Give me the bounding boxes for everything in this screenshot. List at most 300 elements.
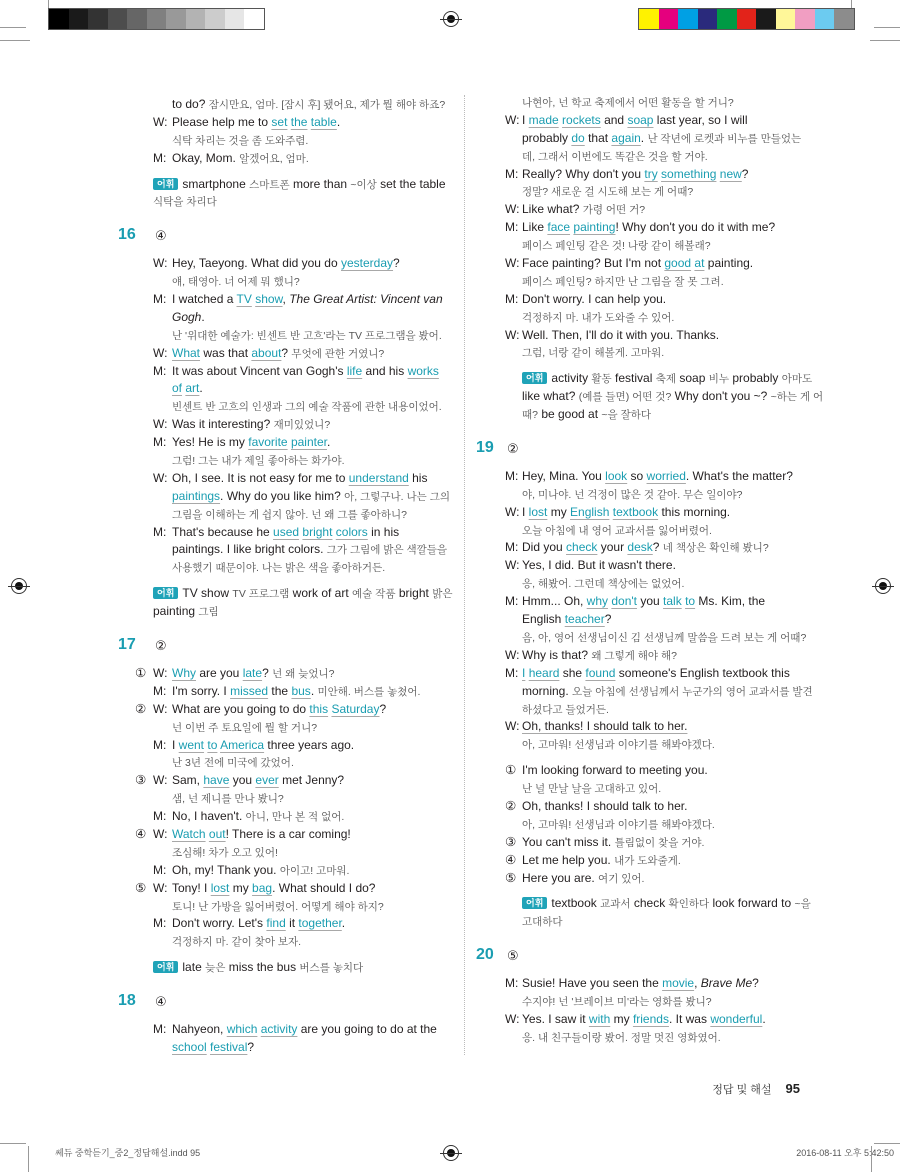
line-text <box>172 701 386 719</box>
speaker-label: W: <box>505 256 520 271</box>
text: Well. Then, I'll do it with you. Thanks. <box>522 327 720 342</box>
korean-text: 활동 <box>591 373 612 386</box>
answer-blank-word: painting <box>573 220 616 235</box>
answer-blank-word: with <box>588 1011 611 1026</box>
korean-text: 잠시만요, 엄마. [잠시 후] 됐어요, 제가 뭘 해야 하죠? <box>208 99 446 111</box>
text: . <box>762 1011 766 1026</box>
text: 응, 해봤어. 그런데 책상에는 없었어. <box>522 578 685 591</box>
text: You can't miss it. <box>522 834 615 849</box>
line-text <box>522 913 563 932</box>
line-text <box>172 915 345 933</box>
line-text <box>522 112 748 130</box>
vocab-block <box>153 176 453 212</box>
text: to do? <box>172 97 209 111</box>
text: It was about Vincent van Gogh's <box>172 363 347 378</box>
line-text <box>172 880 375 898</box>
translation-line <box>153 790 453 808</box>
text: Sam, <box>172 773 204 788</box>
option-line <box>505 870 805 888</box>
text: late <box>182 960 206 975</box>
text: 데, 그래서 이번에도 똑같은 것을 할 거야. <box>522 150 708 163</box>
korean-text: ~을 <box>794 898 811 911</box>
answer-blank-word: understand <box>348 470 409 485</box>
color-swatch <box>776 9 796 29</box>
translation-line <box>505 94 805 112</box>
speaker-label: W: <box>505 112 520 127</box>
answer-blank-word: colors <box>335 524 368 539</box>
text: English <box>522 612 565 627</box>
line-text <box>172 665 334 684</box>
vocab-block <box>505 895 811 931</box>
dialogue-line <box>153 309 453 327</box>
answer-blank-word: lost <box>528 504 548 519</box>
text: last year, so I will <box>653 112 748 127</box>
heading-line <box>118 226 453 245</box>
dialogue-line <box>153 176 453 194</box>
answer-blank-word: don't <box>611 594 638 609</box>
translation-line <box>505 522 805 540</box>
text: TV show <box>182 586 233 601</box>
answer-blank-word: talk <box>663 594 682 609</box>
line-text <box>522 255 753 273</box>
speaker-label: M: <box>505 976 519 991</box>
line-text <box>522 201 645 220</box>
dialogue-line <box>505 112 805 130</box>
line-text <box>522 344 664 363</box>
answer-choice: ④ <box>155 994 167 1010</box>
text: work of art <box>289 586 353 601</box>
translation-line <box>505 273 805 291</box>
answer-blank-word: this <box>309 701 329 716</box>
korean-text: (예를 들면) 어떤 것? <box>578 391 672 404</box>
dialogue-line <box>505 327 805 345</box>
line-text <box>522 148 708 167</box>
choice-number: ④ <box>135 826 147 841</box>
line-text <box>522 762 708 780</box>
line-text <box>522 736 715 755</box>
dialogue-line <box>505 683 813 701</box>
answer-blank-word: together <box>298 916 342 931</box>
line-text <box>172 933 301 952</box>
text: Ms. Kim, the <box>695 594 766 609</box>
dialogue-line <box>153 416 453 434</box>
translation-line <box>505 1029 805 1047</box>
question-heading <box>118 636 453 655</box>
text: morning. <box>522 683 573 698</box>
page-footer <box>712 1081 800 1097</box>
text: I <box>522 112 529 127</box>
speaker-label: M: <box>153 363 167 378</box>
text: 얘, 태영아. 너 어제 뭐 했니? <box>172 276 300 289</box>
dialogue-line <box>505 406 805 424</box>
text: someone's English textbook this <box>615 665 790 680</box>
choice-number: ⑤ <box>135 880 147 895</box>
vocab-badge: 어휘 <box>153 587 178 599</box>
dialogue-line <box>505 593 805 611</box>
translation-line <box>505 237 805 255</box>
answer-blank-word: table <box>310 114 337 129</box>
answer-blank-word: late <box>242 665 263 680</box>
speaker-label: M: <box>153 435 167 450</box>
line-text <box>522 816 715 835</box>
option-line <box>505 852 805 870</box>
choice-number: ③ <box>135 773 147 788</box>
dialogue-line <box>153 541 453 559</box>
grayscale-color-bar <box>48 8 265 30</box>
line-text <box>522 665 790 683</box>
line-text <box>522 557 676 575</box>
korean-text: 여기 있어. <box>598 872 645 885</box>
text: Did you <box>522 540 567 555</box>
line-text <box>172 327 442 346</box>
speaker-label: W: <box>153 665 168 680</box>
line-text <box>522 852 681 871</box>
text: Really? Why don't you <box>522 166 645 181</box>
color-swatch <box>166 9 186 29</box>
translation-line <box>505 183 805 201</box>
text: . <box>201 309 205 324</box>
korean-text: 예술 작품 <box>352 588 396 601</box>
line-text <box>172 273 300 292</box>
text: was that <box>200 345 252 360</box>
vocab-block <box>153 959 453 977</box>
text: Hmm... Oh, <box>522 594 587 609</box>
text: 난 '위대한 예술가: 빈센트 반 고흐'라는 TV 프로그램을 봤어. <box>172 329 442 342</box>
text: paintings. I like bright colors. <box>172 542 327 557</box>
text: 토니! 난 가방을 잃어버렸어. 어떻게 해야 하지? <box>172 900 384 913</box>
answer-choice: ② <box>507 441 519 457</box>
answer-blank-word: ever <box>255 773 279 788</box>
dialogue-line <box>135 665 453 683</box>
dialogue-block <box>153 1021 453 1057</box>
dialogue-line <box>135 772 453 790</box>
line-text <box>172 772 344 790</box>
speaker-label: M: <box>153 916 167 931</box>
translation-line <box>153 327 453 345</box>
line-text <box>522 718 687 736</box>
answer-blank-word: Watch <box>172 826 206 841</box>
text: . <box>199 381 203 396</box>
line-text <box>172 114 340 132</box>
text: Don't worry. Let's <box>172 916 267 931</box>
line-text <box>172 132 308 151</box>
text: it <box>285 916 299 931</box>
question-heading <box>118 226 453 245</box>
answer-blank-word: friends <box>632 1011 669 1026</box>
dialogue-line <box>153 255 453 273</box>
line-text <box>522 870 644 889</box>
text: 식탁 차리는 것을 좀 도와주렴. <box>172 134 309 147</box>
text: 정말? 새로운 걸 시도해 보는 게 어때? <box>522 186 694 199</box>
korean-text: ~하는 게 어 <box>770 391 824 404</box>
line-text <box>172 470 427 488</box>
text: and his <box>362 363 408 378</box>
line-text <box>172 683 420 702</box>
line-text <box>172 488 450 507</box>
text: Why is that? <box>522 647 592 662</box>
korean-text: 내가 도와줄게. <box>614 854 681 867</box>
text: 아, 고마워! 선생님과 이야기를 해봐야겠다. <box>522 739 715 752</box>
answer-blank-word: find <box>266 916 286 931</box>
text: Okay, Mom. <box>172 150 240 165</box>
color-swatch <box>49 9 69 29</box>
speaker-label: M: <box>153 737 167 752</box>
translation-line <box>153 273 453 291</box>
answer-blank-word: to <box>685 594 696 609</box>
text: Oh, thanks! I should talk to her. <box>522 719 688 734</box>
color-swatch <box>756 9 776 29</box>
speaker-label: M: <box>505 540 519 555</box>
text: Here you are. <box>522 870 599 885</box>
text: Face painting? But I'm not <box>522 256 665 271</box>
answer-blank-word: went <box>178 737 205 752</box>
vocab-badge: 어휘 <box>153 178 178 190</box>
dialogue-line <box>505 201 805 219</box>
color-swatch <box>186 9 206 29</box>
answer-blank-word: set <box>271 114 288 129</box>
text: , <box>282 292 290 307</box>
line-text <box>522 895 811 914</box>
line-text <box>522 166 748 184</box>
options-block <box>505 762 805 887</box>
line-text <box>522 798 687 816</box>
text: 응. 내 친구들이랑 봤어. 정말 멋진 영화였어. <box>522 1031 721 1044</box>
translation-line <box>153 506 453 524</box>
dialogue-line <box>505 718 805 736</box>
line-text <box>172 96 445 115</box>
dialogue-line <box>505 647 805 665</box>
question-number: 18 <box>118 992 136 1010</box>
speaker-label: W: <box>153 773 168 788</box>
text: and <box>600 112 628 127</box>
dialogue-block <box>505 468 813 754</box>
color-swatch <box>127 9 147 29</box>
text: my <box>547 504 571 519</box>
korean-text: 아, 그렇구나. 나는 그의 <box>344 490 450 503</box>
text: ? <box>741 166 749 181</box>
text: 난 3년 전에 미국에 갔었어. <box>172 757 294 770</box>
speaker-label: M: <box>505 468 519 483</box>
text: set the table <box>376 176 446 191</box>
answer-blank-word: Saturday <box>331 701 380 716</box>
text: you <box>229 773 256 788</box>
text: Let me help you. <box>522 852 615 867</box>
text: Nahyeon, <box>172 1021 227 1036</box>
text: ! There is a car coming! <box>225 826 351 841</box>
color-swatch <box>717 9 737 29</box>
text: Hey, Mina. You <box>522 468 606 483</box>
translation-line <box>505 736 805 754</box>
translation-line <box>505 148 805 166</box>
text: 그림을 이해하는 게 쉽지 않아. 넌 왜 그를 좋아하니? <box>172 508 407 521</box>
answer-blank-word: paintings <box>172 488 221 503</box>
registration-mark-icon <box>11 578 27 594</box>
registration-mark-icon <box>443 11 459 27</box>
line-text <box>153 959 363 978</box>
color-swatch <box>108 9 128 29</box>
dialogue-line <box>153 959 453 977</box>
translation-line <box>505 309 805 327</box>
crop-mark <box>0 27 26 28</box>
answer-blank-word: show <box>255 292 283 307</box>
dialogue-line <box>153 96 453 114</box>
korean-text: TV 프로그램 <box>232 588 290 601</box>
dialogue-line <box>153 380 453 398</box>
dialogue-line <box>153 585 453 603</box>
column-divider <box>464 95 465 1055</box>
text: you <box>637 594 664 609</box>
line-text <box>522 683 813 702</box>
korean-text: 무엇에 관한 거였니? <box>291 347 385 360</box>
choice-number: ② <box>505 798 517 813</box>
speaker-label: M: <box>153 524 167 539</box>
text: ? <box>752 976 759 991</box>
korean-text: 틀림없이 찾을 거야. <box>614 836 705 849</box>
translation-line <box>505 701 805 719</box>
korean-text: 확인하다 <box>668 898 710 911</box>
text: my <box>229 880 253 895</box>
question-number: 19 <box>476 439 494 457</box>
dialogue-line <box>505 504 805 522</box>
line-text <box>172 844 278 863</box>
korean-text: 알겠어요, 엄마. <box>239 152 309 165</box>
answer-blank-word: What <box>172 345 201 360</box>
line-text <box>522 309 674 328</box>
answer-blank-word: the <box>290 114 308 129</box>
dialogue-line <box>153 470 453 488</box>
text: Gogh <box>172 309 202 324</box>
question-number: 17 <box>118 636 136 654</box>
line-text <box>522 388 823 407</box>
choice-number: ② <box>135 701 147 716</box>
line-text <box>522 780 661 799</box>
text: Brave Me <box>700 976 753 991</box>
line-text <box>522 1029 721 1048</box>
speaker-label: W: <box>153 256 168 271</box>
dialogue-line <box>505 130 805 148</box>
line-text <box>172 345 384 364</box>
speaker-label: M: <box>505 220 519 235</box>
korean-text: ~이상 <box>350 178 377 191</box>
dialogue-line <box>153 603 453 621</box>
text: Yes. I saw it <box>522 1011 589 1026</box>
line-text <box>172 363 439 381</box>
line-text <box>522 406 651 425</box>
text: 조심해! 차가 오고 있어! <box>172 846 278 859</box>
answer-blank-word: new <box>719 166 742 181</box>
text: 페이스 페인팅 같은 것! 나랑 같이 해볼래? <box>522 240 711 253</box>
speaker-label: W: <box>153 417 168 432</box>
text: I'm looking forward to meeting you. <box>522 763 708 778</box>
dialogue-line <box>153 291 453 309</box>
text: 페이스 페인팅? 하지만 난 그림을 잘 못 그려. <box>522 275 724 288</box>
line-text <box>172 434 330 452</box>
color-swatch <box>737 9 757 29</box>
right-column <box>476 94 824 1047</box>
line-text <box>522 94 734 113</box>
answer-blank-word: bus <box>291 683 311 698</box>
answer-choice: ② <box>155 638 167 654</box>
answer-blank-word: again <box>611 130 641 145</box>
answer-blank-word: art <box>185 381 200 396</box>
heading-line <box>476 946 805 965</box>
answer-blank-word: why <box>586 594 609 609</box>
text: . <box>640 130 648 145</box>
dialogue-block <box>153 96 453 168</box>
text: 수지야! 넌 '브레이브 미'라는 영화를 봤니? <box>522 995 712 1008</box>
answer-blank-word: found <box>585 665 616 680</box>
speaker-label: M: <box>153 809 167 824</box>
heading-line <box>118 636 453 655</box>
line-text <box>522 370 812 389</box>
answer-blank-word: textbook <box>612 504 659 519</box>
text: Why don't you ~? <box>671 389 771 404</box>
text: 난 널 만날 날을 고대하고 있어. <box>522 783 662 796</box>
text: I'm sorry. I <box>172 683 231 698</box>
vocab-block <box>153 585 453 621</box>
option-line <box>505 798 805 816</box>
text: Oh, I see. It is not easy for me to <box>172 470 349 485</box>
answer-blank-word: school <box>172 1039 207 1054</box>
choice-number: ⑤ <box>505 870 517 885</box>
text: 빈센트 반 고흐의 인생과 그의 예술 작품에 관한 내용이었어. <box>172 401 442 414</box>
korean-text: ~을 잘하다 <box>601 409 651 422</box>
answer-blank-word: TV <box>236 292 252 307</box>
color-swatch <box>639 9 659 29</box>
line-text <box>522 468 793 486</box>
text: That's because he <box>172 524 274 539</box>
translation-line <box>153 398 453 416</box>
page-number: 95 <box>785 1081 800 1096</box>
vocab-badge: 어휘 <box>522 897 547 909</box>
text: Oh, my! Thank you. <box>172 862 280 877</box>
dialogue-line <box>505 611 805 629</box>
text: 야, 미나야. 넌 걱정이 많은 것 같아. 무슨 일이야? <box>522 488 743 501</box>
line-text <box>153 176 446 195</box>
answer-blank-word: wonderful <box>710 1011 763 1026</box>
speaker-label: W: <box>153 880 168 895</box>
text: 음, 아, 영어 선생님이신 김 선생님께 말씀을 드려 보는 게 어때? <box>522 631 807 644</box>
answer-blank-word: something <box>661 166 717 181</box>
crop-mark <box>870 40 900 41</box>
line-text <box>172 862 349 881</box>
dialogue-line <box>505 975 805 993</box>
left-column <box>118 96 453 1057</box>
text: . It was <box>668 1011 711 1026</box>
text: this morning. <box>658 504 731 519</box>
slug-filename: 쎄듀 중학듣기_중2_정답해설.indd 95 <box>55 1148 201 1158</box>
text: painting <box>153 604 199 619</box>
text: three years ago. <box>264 737 355 752</box>
dialogue-block <box>505 975 805 1047</box>
option-line <box>505 762 805 780</box>
answer-blank-word: of <box>172 381 183 396</box>
line-text <box>522 647 677 666</box>
answer-blank-word: yesterday <box>341 256 394 271</box>
text: ? <box>281 345 292 360</box>
dialogue-line <box>153 150 453 168</box>
dialogue-line <box>153 1021 453 1039</box>
dialogue-line <box>153 114 453 132</box>
text: 아, 고마워! 선생님과 이야기를 해봐야겠다. <box>522 818 715 831</box>
line-text <box>522 273 724 292</box>
text: your <box>597 540 628 555</box>
translation-line <box>505 575 805 593</box>
text: 넌 이번 주 토요일에 뭘 할 거니? <box>172 721 318 734</box>
line-text <box>172 1039 254 1057</box>
crop-mark <box>874 27 900 28</box>
speaker-label: W: <box>505 504 520 519</box>
